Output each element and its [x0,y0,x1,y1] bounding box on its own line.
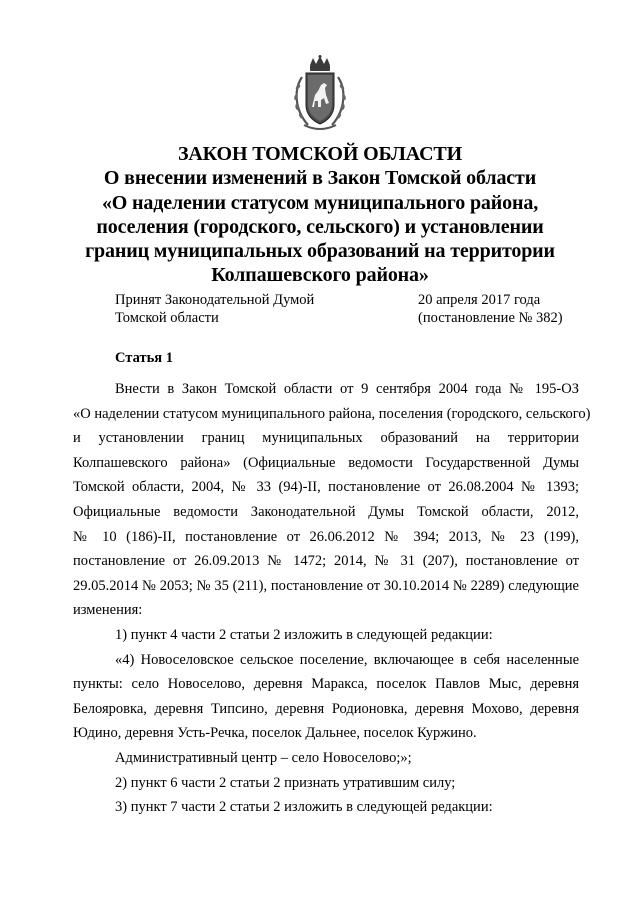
title-line: поселения (городского, сельского) и установлении [96,215,544,238]
article-line: «О наделении статусом муниципального района, поселения (городского, сельского) [73,405,591,422]
title-line: Колпашевского района» [211,264,429,287]
article-line: Томской области, 2004, № 33 (94)-II, постановление от 26.08.2004 № 1393; [73,479,579,496]
article-item: 3) пункт 7 части 2 статьи 2 изложить в следующей редакции: [115,799,493,816]
title-line: «О наделении статусом муниципального района, [101,191,539,214]
adoption-resolution-line: (постановление № 382) [418,310,563,326]
article-line: «4) Новоселовское сельское поселение, включающее в себя населенные [115,651,579,668]
article-heading: Статья 1 [115,350,173,366]
article-item: 2) пункт 6 части 2 статьи 2 признать утратившим силу; [115,774,456,791]
article-line: Административный центр – село Новоселово;»; [115,750,412,766]
title-line: границ муниципальных образований на территории [85,240,555,263]
adoption-body-line: Томской области [115,310,219,326]
title-line: О внесении изменений в Закон Томской области [103,167,537,190]
article-line: Внести в Закон Томской области от 9 сентября 2004 года № 195-ОЗ [115,381,579,397]
article-line: изменения: [73,602,143,619]
coat-of-arms-emblem [288,55,352,135]
adoption-date-line: 20 апреля 2017 года [418,292,541,308]
title-line: ЗАКОН ТОМСКОЙ ОБЛАСТИ [177,143,462,165]
adoption-date [418,291,563,327]
law-title [60,142,580,288]
adoption-body [115,291,314,327]
article-line: и установлении границ муниципальных образований на территории [73,430,579,447]
article-line: пункты: село Новоселово, деревня Маракса, поселок Павлов Мыс, деревня [73,676,579,693]
article-line: 29.05.2014 № 2053; № 35 (211), постановление от 30.10.2014 № 2289) следующие [73,577,579,594]
article-item: 1) пункт 4 части 2 статьи 2 изложить в следующей редакции: [115,627,493,643]
article-line: Официальные ведомости Законодательной Думы Томской области, 2012, [73,504,579,520]
article-line: Белояровка, деревня Типсино, деревня Родионовка, деревня Мохово, деревня [73,700,579,717]
article-line: Юдино, деревня Усть-Речка, поселок Дальнее, поселок Куржино. [73,725,477,742]
article-line: Колпашевского района» (Официальные ведомости Государственной Думы [73,454,579,471]
adoption-body-line: Принят Законодательной Думой [115,292,315,308]
article-line: № 10 (186)-II, постановление от 26.06.2012 № 394; 2013, № 23 (199), [73,528,579,545]
article-line: постановление от 26.09.2013 № 1472; 2014, № 31 (207), постановление от [73,553,579,570]
